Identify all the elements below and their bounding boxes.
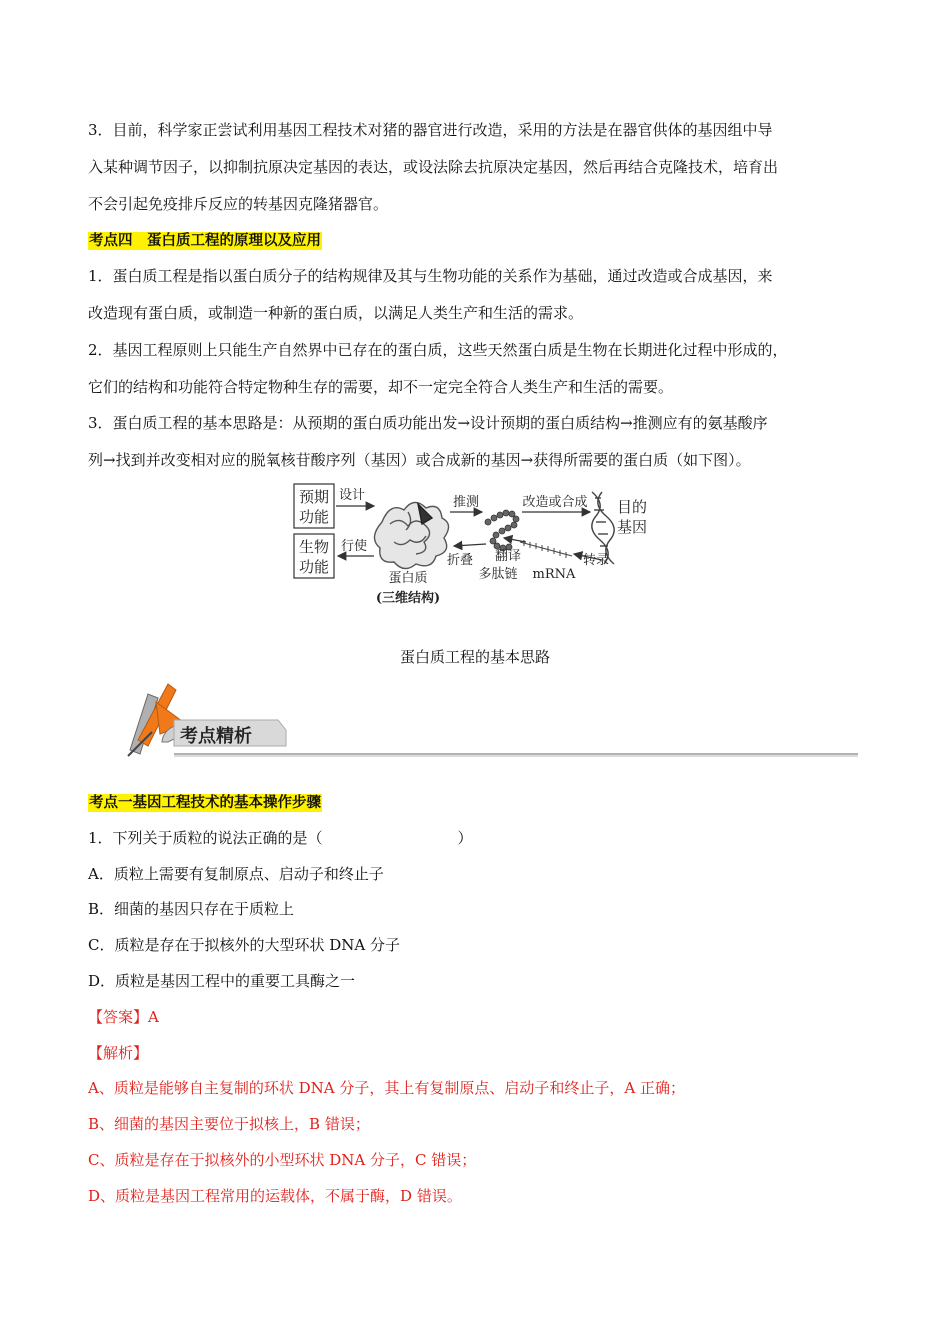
- analysis-banner: [108, 680, 858, 760]
- topic1-question: 1．下列关于质粒的说法正确的是（ ）: [88, 829, 473, 847]
- analysis-line-b: B、细菌的基因主要位于拟核上，B 错误；: [88, 1115, 370, 1133]
- expected-function-label-1: 预期: [298, 488, 330, 506]
- diagram-caption: 蛋白质工程的基本思路: [399, 648, 550, 666]
- intro-p3-line3: 不会引起免疫排斥反应的转基因克隆猪器官。: [88, 195, 389, 213]
- bio-function-label-2: 功能: [298, 558, 330, 576]
- section4-p3-line1: 3．蛋白质工程的基本思路是：从预期的蛋白质功能出发→设计预期的蛋白质结构→推测应有的氨基酸序: [88, 414, 768, 432]
- option-c: C．质粒是存在于拟核外的大型环状 DNA 分子: [88, 936, 400, 954]
- translate-label: 翻译: [494, 549, 522, 564]
- section4-p3-line2: 列→找到并改变相对应的脱氧核苷酸序列（基因）或合成新的基因→获得所需要的蛋白质（如下图）。: [88, 451, 751, 469]
- analysis-banner-graphic: [108, 680, 858, 760]
- fold-label: 折叠: [446, 553, 474, 568]
- topic1-heading: 考点一基因工程技术的基本操作步骤: [89, 795, 321, 811]
- polypeptide-label: 多肽链: [478, 567, 518, 582]
- answer: 【答案】A: [88, 1008, 159, 1026]
- section4-p1-line1: 1．蛋白质工程是指以蛋白质分子的结构规律及其与生物功能的关系作为基础，通过改造或合成基因，来: [88, 267, 773, 285]
- target-gene-label-1: 目的: [616, 498, 648, 516]
- protein-structure-icon: [374, 502, 448, 568]
- expected-function-label-2: 功能: [298, 508, 330, 526]
- protein-label: 蛋白质: [388, 571, 428, 586]
- option-a: A．质粒上需要有复制原点、启动子和终止子: [88, 865, 384, 883]
- analysis-label: 【解析】: [88, 1044, 149, 1062]
- section4-p2-line2: 它们的结构和功能符合特定物种生存的需要，却不一定完全符合人类生产和生活的需要。: [88, 378, 674, 396]
- amino-acid-chain-icon: [485, 510, 519, 551]
- section4-p1-line2: 改造现有蛋白质，或制造一种新的蛋白质，以满足人类生产和生活的需求。: [88, 304, 584, 322]
- section4-heading: 考点四 蛋白质工程的原理以及应用: [89, 233, 321, 249]
- design-label: 设计: [338, 488, 366, 503]
- mrna-label: mRNA: [532, 567, 576, 582]
- option-d: D．质粒是基因工程中的重要工具酶之一: [88, 972, 356, 990]
- intro-p3-line1: 3．目前，科学家正尝试利用基因工程技术对猪的器官进行改造，采用的方法是在器官供体的基因组中导: [88, 121, 773, 139]
- section4-p2-line1: 2．基因工程原则上只能生产自然界中已存在的蛋白质，这些天然蛋白质是生物在长期进化过程中形成的，: [88, 341, 788, 359]
- analysis-banner-title: 考点精析: [180, 726, 252, 747]
- analysis-line-a: A、质粒是能够自主复制的环状 DNA 分子，其上有复制原点、启动子和终止子，A 正确；: [88, 1079, 685, 1097]
- infer-label: 推测: [452, 495, 480, 510]
- bio-function-label-1: 生物: [298, 538, 330, 556]
- mrna-strand-icon: [520, 540, 572, 558]
- perform-label: 行使: [340, 539, 368, 554]
- modify-label: 改造或合成: [522, 495, 588, 510]
- protein-structure-label: (三维结构): [375, 591, 441, 606]
- transcribe-label: 转录: [582, 553, 610, 568]
- target-gene-label-2: 基因: [616, 518, 648, 536]
- protein-engineering-diagram: [290, 482, 660, 612]
- intro-p3-line2: 入某种调节因子，以抑制抗原决定基因的表达，或设法除去抗原决定基因，然后再结合克隆技术，培育出: [88, 158, 779, 176]
- option-b: B．细菌的基因只存在于质粒上: [88, 900, 295, 918]
- analysis-line-c: C、质粒是存在于拟核外的小型环状 DNA 分子，C 错误；: [88, 1151, 477, 1169]
- analysis-line-d: D、质粒是基因工程常用的运载体，不属于酶，D 错误。: [88, 1187, 462, 1205]
